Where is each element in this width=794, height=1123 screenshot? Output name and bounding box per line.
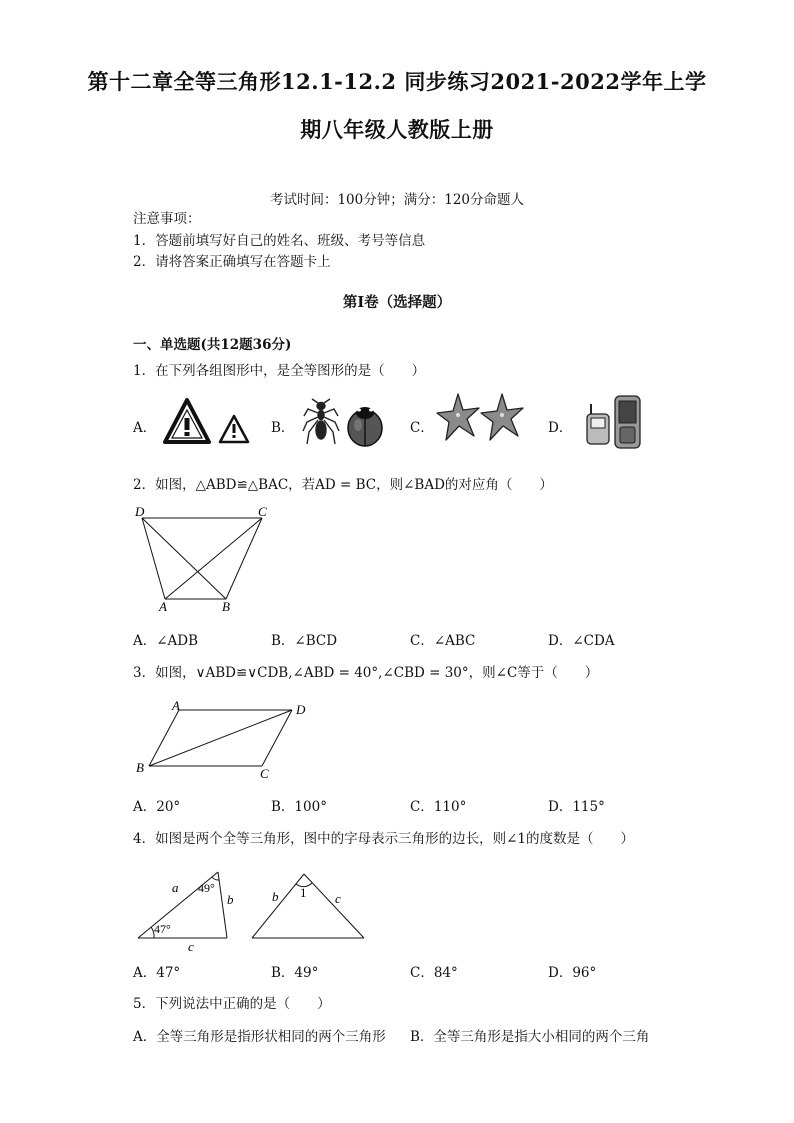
q2-label-c: C [258,504,267,519]
question-5-stem: 5．下列说法中正确的是（ ） [133,996,331,1012]
section-title: 第I卷（选择题） [342,294,452,311]
q2-option-d[interactable]: D．∠CDA [548,633,615,649]
q4-option-c[interactable]: C．84° [410,965,458,981]
notes-heading: 注意事项： [133,211,201,227]
q2-option-b[interactable]: B．∠BCD [271,633,338,649]
q4-label-47: 47° [154,922,171,936]
q3-option-a[interactable]: A．20° [133,799,181,815]
q2-label-d: D [135,504,145,519]
question-3-stem: 3．如图，∨ABD≌∨CDB,∠ABD = 40°,∠CBD = 30°，则∠C等于（ ） [133,665,599,681]
q2-figure [130,504,280,616]
q4-option-a[interactable]: A．47° [133,965,181,981]
q3-figure [132,698,316,782]
page-title-line2: 期八年级人教版上册 [300,117,494,142]
q3-option-d[interactable]: D．115° [548,799,605,815]
exam-info: 考试时间：100分钟；满分：120分命题人 [269,192,525,208]
q3-label-a: A [172,698,180,713]
two-starfish-icon [436,391,530,449]
q4-option-d[interactable]: D．96° [548,965,597,981]
q4-label-49: 49° [198,881,215,895]
two-phones-icon [584,392,644,452]
q3-option-b[interactable]: B．100° [271,799,327,815]
q3-label-d: D [296,702,306,717]
question-4-stem: 4．如图是两个全等三角形，图中的字母表示三角形的边长，则∠1的度数是（ ） [133,831,634,847]
q3-label-b: B [136,760,144,775]
question-1-stem: 1．在下列各组图形中，是全等图形的是（ ） [133,363,426,379]
q2-label-a: A [159,599,167,614]
q2-option-c[interactable]: C．∠ABC [410,633,476,649]
question-2-stem: 2．如图，△ABD≌△BAC，若AD = BC，则∠BAD的对应角（ ） [133,477,553,493]
q4-label-b2: b [272,889,279,904]
q4-label-c2: c [335,891,341,906]
part-title: 一、单选题(共12题36分) [133,337,292,353]
q4-figure [130,862,380,954]
q4-label-c1: c [188,939,194,954]
warning-triangles-icon [160,396,256,448]
q1-option-d[interactable]: D． [548,420,573,436]
ant-and-ladybug-icon [298,398,388,450]
q3-label-c: C [260,766,269,781]
q2-option-a[interactable]: A．∠ADB [133,633,199,649]
q4-label-angle1: 1 [300,885,307,900]
q4-label-a: a [172,880,179,895]
q4-option-b[interactable]: B．49° [271,965,319,981]
note-item-2: 2．请将答案正确填写在答题卡上 [133,254,331,270]
q4-label-b1: b [227,892,234,907]
q2-label-b: B [222,599,230,614]
q1-option-b[interactable]: B． [271,420,295,436]
note-item-1: 1．答题前填写好自己的姓名、班级、考号等信息 [133,233,426,249]
q1-option-c[interactable]: C． [410,420,434,436]
page-title-line1: 第十二章全等三角形12.1-12.2 同步练习2021-2022学年上学 [87,69,707,94]
q5-option-b[interactable]: B．全等三角形是指大小相同的两个三角 [410,1029,650,1045]
q3-option-c[interactable]: C．110° [410,799,467,815]
q5-option-a[interactable]: A．全等三角形是指形状相同的两个三角形 [133,1029,386,1045]
q1-option-a[interactable]: A． [133,420,157,436]
